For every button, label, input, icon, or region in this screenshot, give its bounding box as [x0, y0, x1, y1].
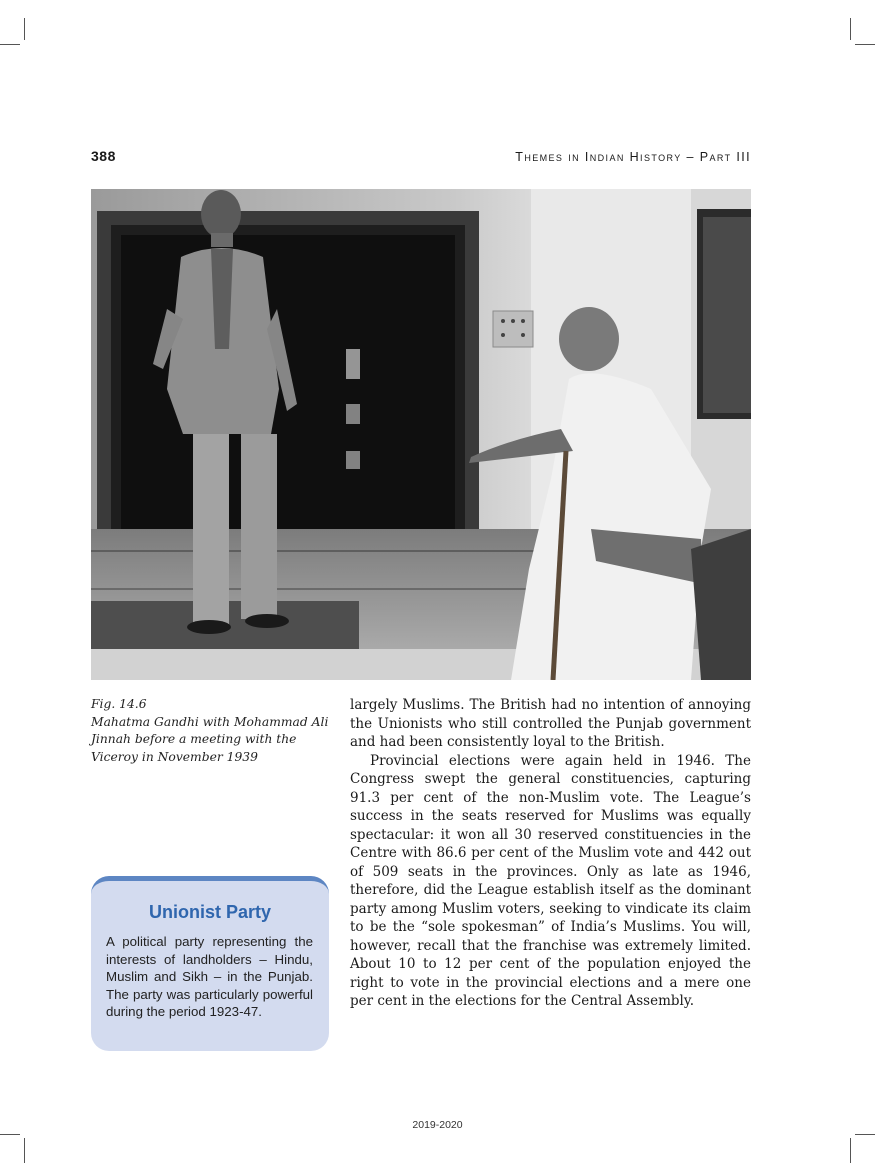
sidebar-title: Unionist Party [148, 902, 272, 922]
page-number: 388 [91, 148, 116, 164]
footer-year: 2019-2020 [412, 1119, 463, 1131]
crop-mark [24, 1138, 25, 1163]
sidebar-box-unionist-party [91, 876, 329, 1051]
crop-mark [855, 1134, 875, 1135]
crop-mark [855, 44, 875, 45]
figure-label: Fig. 14.6 [91, 697, 147, 711]
sidebar-text: A political party representing the interests of landholders – Hindu, Muslim and Sikh – in the Punjab. The party was particularly powerful during the period 1923-47. [106, 934, 313, 1019]
figure-caption-text: Mahatma Gandhi with Mohammad Ali Jinnah before a meeting with the Viceroy in November 1939 [91, 714, 329, 764]
crop-mark [24, 18, 25, 40]
crop-mark [850, 1138, 851, 1163]
body-paragraph: largely Muslims. The British had no intention of annoying the Unionists who still controlled the Punjab government and had been consistently loyal to the British. [350, 697, 751, 750]
figure-caption [91, 696, 331, 766]
body-paragraph: Provincial elections were again held in 1946. The Congress swept the general constituencies, capturing 91.3 per cent of the non-Muslim vote. The League’s success in the seats reserved for Muslims was equally spectacular: it won all 30 reserved constituencies in the Centre with 86.6 per cent of the Muslim vote and 442 out of 509 seats in the provinces. Only as late as 1946, therefore, did the League establish itself as the dominant party among Muslim voters, seeking to vindicate its claim to be the “sole spokesman” of India’s Muslims. You will, however, recall that the franchise was extremely limited. About 10 to 12 per cent of the population enjoyed the right to vote in the provincial elections and a mere one per cent in the elections for the Central Assembly. [350, 752, 751, 1009]
main-text-column [350, 696, 751, 1011]
historical-photograph [91, 189, 751, 680]
crop-mark [0, 44, 20, 45]
crop-mark [0, 1134, 20, 1135]
crop-mark [850, 18, 851, 40]
running-head: Themes in Indian History – Part III [515, 150, 751, 164]
